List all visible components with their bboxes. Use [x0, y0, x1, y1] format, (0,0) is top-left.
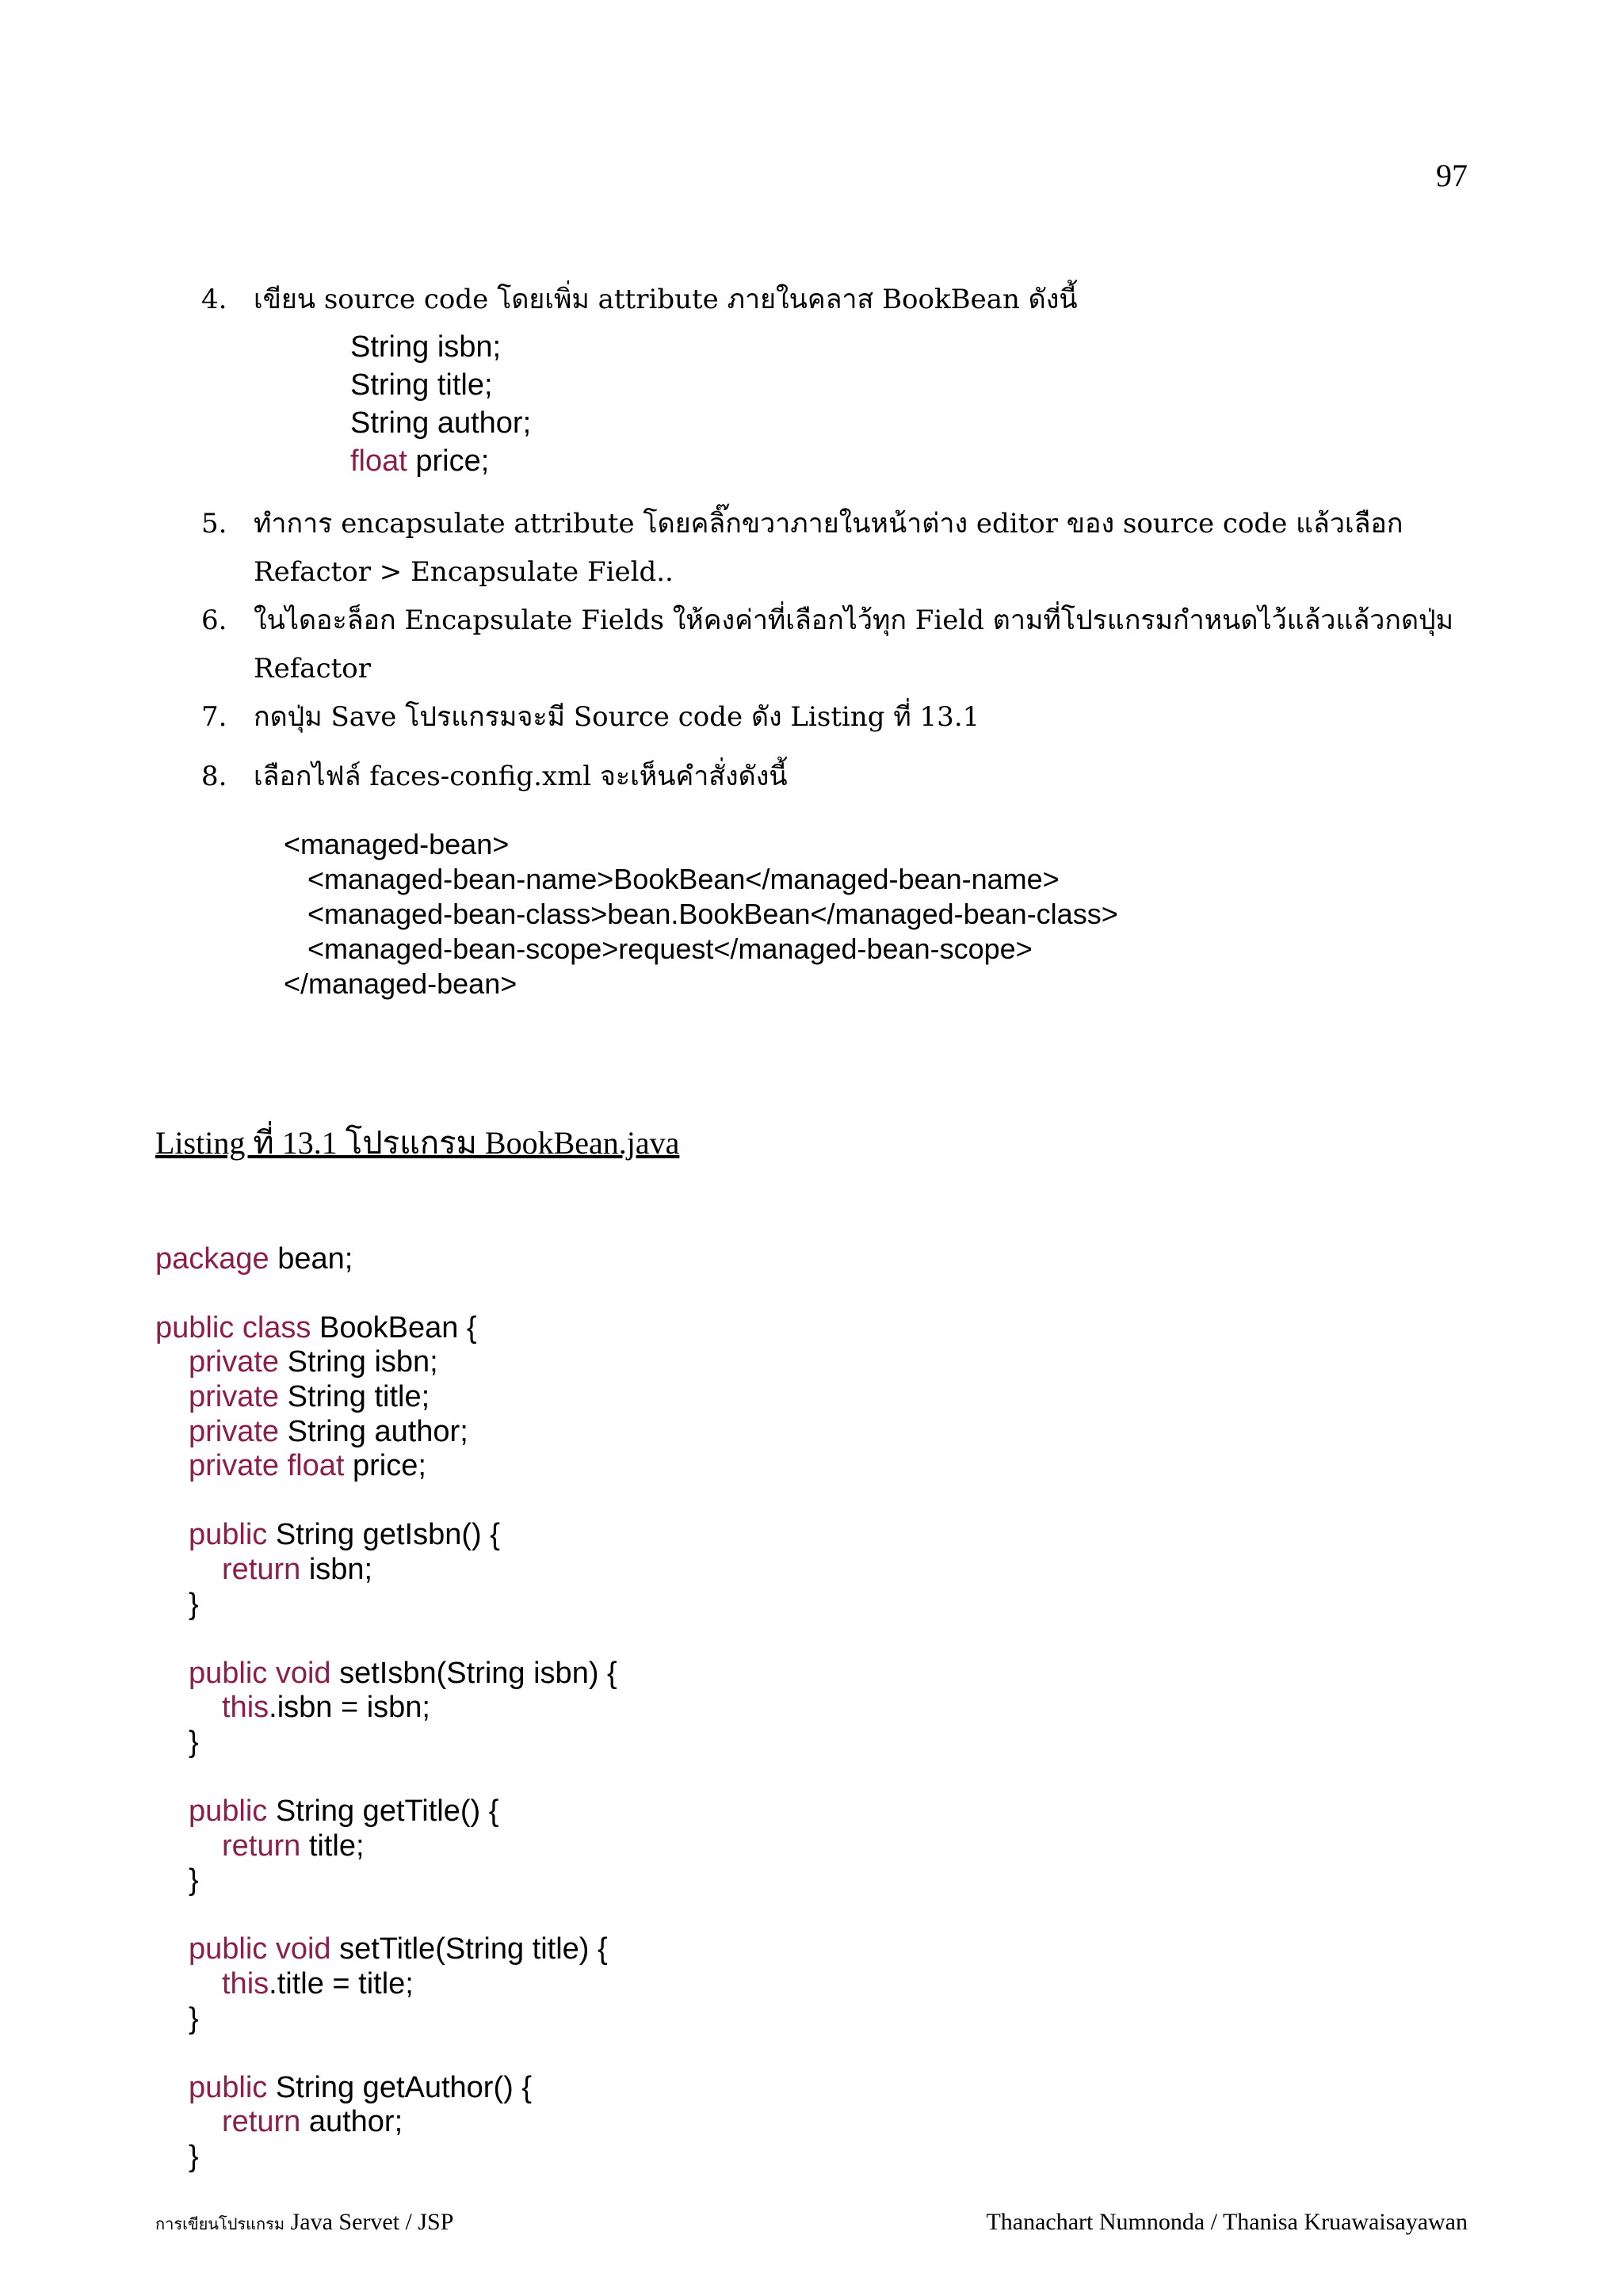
code-line: public String getIsbn() {	[189, 1518, 500, 1552]
code-keyword: public class	[155, 1310, 311, 1344]
step-text: เขียน source code โดยเพิ่ม attribute ภายในคลาส BookBean ดังนี้	[254, 284, 1078, 315]
code-keyword: this	[222, 1691, 269, 1725]
step-number: 5.	[201, 508, 227, 540]
code-keyword: return	[222, 1552, 301, 1586]
blank-line	[155, 1484, 617, 1519]
code-keyword: public	[189, 2070, 268, 2104]
code-keyword: public void	[189, 1932, 331, 1966]
xml-code-snippet	[284, 827, 1118, 1001]
step-7	[201, 693, 1485, 742]
listing-title: Listing ที่ 13.1 โปรแกรม BookBean.java	[155, 1125, 680, 1161]
step-5	[201, 500, 1485, 597]
code-keyword: private float	[189, 1449, 345, 1483]
step-number: 4.	[201, 284, 227, 315]
xml-line: <managed-bean-name>BookBean</managed-bean-name>	[284, 863, 1060, 895]
code-keyword: private	[189, 1414, 280, 1448]
step-6	[201, 597, 1485, 693]
step-number: 8.	[201, 761, 227, 792]
java-listing	[155, 1207, 617, 2209]
footer-book-title: การเขียนโปรแกรม Java Servet / JSP	[155, 2209, 454, 2235]
step-text: ทำการ encapsulate attribute โดยคลิ๊กขวาภายในหน้าต่าง editor ของ source code แล้วเลือก	[254, 508, 1403, 540]
step-4	[201, 276, 1485, 324]
code-line: }	[189, 2140, 199, 2174]
code-line: return author;	[222, 2105, 403, 2139]
code-keyword: public	[189, 1518, 268, 1552]
code-line: return isbn;	[222, 1552, 373, 1586]
step-text-continued: Refactor	[254, 653, 372, 685]
code-line: return title;	[222, 1829, 365, 1863]
code-line: package bean;	[155, 1241, 353, 1276]
step-text: ในไดอะล็อก Encapsulate Fields ให้คงค่าที่เลือกไว้ทุก Field ตามที่โปรแกรมกำหนดไว้แล้วแล้วกดปุ่ม	[254, 605, 1454, 636]
code-line: }	[189, 1725, 199, 1759]
blank-line	[155, 1760, 617, 1795]
code-line: public String getTitle() {	[189, 1794, 499, 1829]
code-line: price;	[407, 444, 490, 478]
code-line: this.isbn = isbn;	[222, 1691, 430, 1725]
code-keyword: package	[155, 1241, 269, 1276]
code-keyword: private	[189, 1345, 280, 1379]
step-text-continued: Refactor > Encapsulate Field..	[254, 556, 674, 588]
code-line: this.title = title;	[222, 1967, 414, 2001]
code-keyword: this	[222, 1967, 269, 2001]
page-number: 97	[1436, 158, 1468, 193]
blank-line	[155, 1622, 617, 1657]
code-keyword: return	[222, 1829, 301, 1863]
xml-line: </managed-bean>	[284, 967, 517, 1000]
step-number: 7.	[201, 701, 227, 733]
xml-line: <managed-bean>	[284, 828, 510, 860]
code-keyword: public	[189, 1794, 268, 1829]
code-keyword: public void	[189, 1656, 331, 1690]
code-keyword: return	[222, 2105, 301, 2139]
code-keyword: private	[189, 1379, 280, 1413]
code-line: }	[189, 1587, 199, 1621]
attribute-code-snippet	[350, 328, 531, 480]
blank-line	[155, 1898, 617, 1933]
code-line: public class BookBean {	[155, 1310, 477, 1344]
blank-line	[155, 2036, 617, 2071]
blank-line	[155, 1276, 617, 1311]
step-text: เลือกไฟล์ faces-config.xml จะเห็นคำสั่งดังนี้	[254, 761, 788, 792]
xml-line: <managed-bean-class>bean.BookBean</managed-bean-class>	[284, 898, 1118, 930]
step-number: 6.	[201, 605, 227, 636]
code-line: }	[189, 2001, 199, 2035]
code-line: String title;	[350, 368, 493, 402]
code-line: public String getAuthor() {	[189, 2070, 533, 2104]
code-line: private float price;	[189, 1449, 426, 1483]
code-line: public void setTitle(String title) {	[189, 1932, 608, 1966]
code-keyword: float	[350, 444, 407, 478]
step-text: กดปุ่ม Save โปรแกรมจะมี Source code ดัง Listing ที่ 13.1	[254, 701, 980, 733]
code-line: String author;	[350, 406, 532, 440]
xml-line: <managed-bean-scope>request</managed-bean-scope>	[284, 933, 1033, 965]
step-8	[201, 753, 1485, 801]
code-line: private String author;	[189, 1414, 468, 1448]
footer-authors: Thanachart Numnonda / Thanisa Kruawaisayawan	[986, 2209, 1468, 2235]
code-line: String isbn;	[350, 330, 502, 364]
code-line: }	[189, 1863, 199, 1897]
code-line: public void setIsbn(String isbn) {	[189, 1656, 617, 1690]
code-line: private String isbn;	[189, 1345, 438, 1379]
code-line: private String title;	[189, 1379, 430, 1413]
